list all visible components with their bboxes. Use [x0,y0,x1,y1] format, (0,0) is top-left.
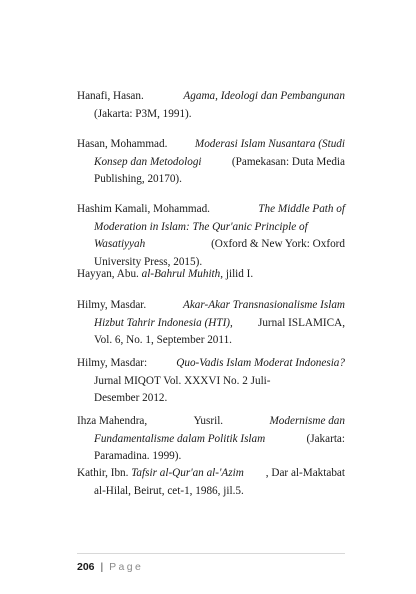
entry-title: Akar-Akar Transnasionalisme Islam [183,299,345,311]
entry-line [77,201,345,219]
entry-line [77,266,345,284]
entry-line [77,390,345,408]
bibliography-entry [77,266,345,284]
bibliography-entry [77,297,345,350]
entry-title: Quo-Vadis Islam Moderat Indonesia? [176,357,345,369]
entry-text: (Jakarta: P3M, 1991). [94,107,192,120]
entry-title: Tafsir al-Qur'an al-'Azim [131,467,244,479]
entry-title: The Middle Path of [258,203,345,215]
entry-text: (Oxford & New York: Oxford [211,238,345,251]
entry-line [77,171,345,189]
entry-title: al-Bahrul Muhith [141,268,221,280]
entry-title: Moderasi Islam Nusantara (Studi [194,138,345,150]
entry-line [77,297,345,315]
entry-title: Agama, Ideologi dan Pembangunan [183,90,345,102]
entry-text: Vol. 6, No. 1, September 2011. [94,334,232,347]
entry-title: Konsep dan Metodologi [94,155,202,168]
entry-text: (Jakarta: [306,432,345,445]
entry-title: Modernisme dan [269,415,345,427]
entry-text: Hilmy, Masdar: [77,357,148,369]
page-word: Page [109,561,144,573]
bibliography-entry [77,465,345,500]
entry-text: Paramadina. 1999). [94,450,182,463]
entry-text: Hayyan, Abu. [77,268,142,280]
footer-separator: | [100,561,104,573]
entry-line [77,431,345,449]
entry-text: , jilid I. [220,268,254,280]
entry-title: Wasatiyyah [94,238,146,251]
entry-text: Hashim Kamali, Mohammad. [77,203,210,215]
entry-line [77,465,345,483]
entry-text: Kathir, Ibn. [77,467,132,479]
entry-text: al-Hilal, Beirut, cet-1, 1986, jil.5. [94,484,244,497]
entry-line [77,106,345,124]
entry-text: (Pamekasan: Duta Media [231,155,345,168]
entry-title: Fundamentalisme dalam Politik Islam [94,432,266,445]
entry-text: Hanafi, Hasan. [77,90,144,102]
entry-text: University Press, 2015). [94,255,203,268]
entry-line [77,136,345,154]
entry-line [77,332,345,350]
page-footer [77,561,143,573]
entry-line [77,219,345,237]
entry-line [77,236,345,254]
bibliography-entry [77,355,345,408]
entry-title: Hizbut Tahrir Indonesia (HTI), [94,316,233,329]
entry-line [77,154,345,172]
entry-text: Hilmy, Masdar. [77,299,147,311]
entry-line [77,413,345,431]
bibliography-entry [77,88,345,123]
entry-text: Yusril. [193,415,224,427]
entry-text: Jurnal ISLAMICA, [257,316,345,329]
entry-line [77,483,345,501]
bibliography-entry [77,201,345,271]
entry-line [77,315,345,333]
entry-text: Jurnal MIQOT Vol. XXXVI No. 2 Juli- [94,374,271,387]
entry-text: Publishing, 20170). [94,173,182,186]
entry-text: , Dar al-Maktabat [265,467,345,479]
entry-line [77,355,345,373]
entry-line [77,373,345,391]
bibliography-entry [77,136,345,189]
entry-line [77,448,345,466]
entry-title: Moderation in Islam: The Qur'anic Principle of [94,220,308,233]
footer-divider [77,553,345,554]
entry-line [77,88,345,106]
entry-text: Hasan, Mohammad. [77,138,168,150]
entry-text: Desember 2012. [94,392,168,405]
entry-text: Ihza Mahendra, [77,415,148,427]
bibliography-entry [77,413,345,466]
page-number: 206 [77,561,95,573]
